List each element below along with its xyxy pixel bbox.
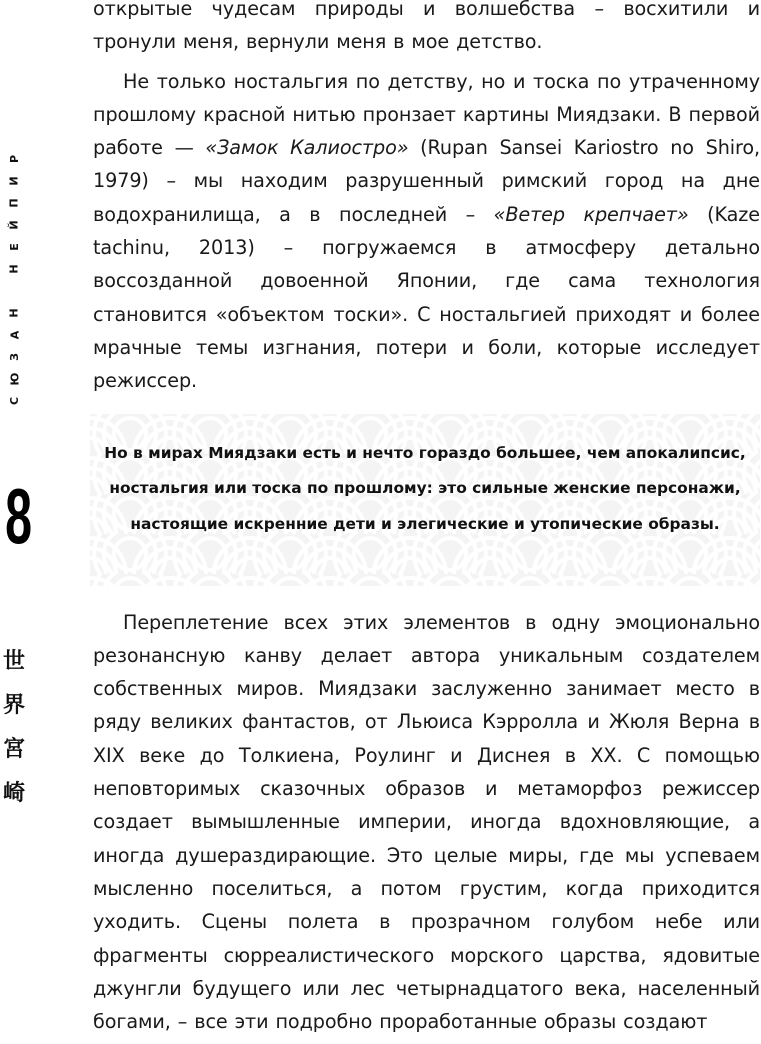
paragraph-3: Переплетение всех этих элементов в одну эмоционально резонансную канву делает автора уникальным создателем собственных миров. Миядзаки заслуженно занимает место в ряду великих фантастов, от Льюиса Кэрролла и Жюля Верна в XIX веке до Толкиена, Роулинг и Диснея в XX. С помощью неповторимых сказочных образов и метаморфоз режиссер создает вымышленные империи, иногда вдохновляющие, а иногда душераздирающие. Это целые миры, где мы успеваем мысленно поселиться, а потом грустим, когда приходится уходить. Сцены полета в прозрачном голубом небе или фрагменты сюрреалистического морского царства, ядовитые джунгли будущего или лес четырнадцатого века, населенный богами, – все эти подробно проработанные образы создают xyxy=(93,610,760,1034)
pull-quote-text: Но в мирах Миядзаки есть и нечто гораздо большее, чем апокалипсис, ностальгия или тоска по прошлому: это сильные женские персонажи, настоящие искренние дети и элегические и утопические образы. xyxy=(104,443,746,533)
sidebar xyxy=(0,0,48,1044)
page-number: 8 xyxy=(5,472,33,560)
running-head-letter: Е xyxy=(7,243,21,251)
paragraph-2-text: Не только ностальгия по детству, но и тоска по утраченному прошлому красной нитью пронзает картины Миядзаки. В первой работе — xyxy=(93,69,760,160)
film-title: «Ветер крепчает» xyxy=(493,202,689,226)
paragraph-2-text: (Kaze tachinu, 2013) – погружаемся в атмосферу детально воссозданной довоенной Японии, где сама технология становится «объектом тоски». С ностальгией приходят и более мрачные темы изгнания, потери и боли, которые исследует режиссер. xyxy=(93,202,760,393)
running-head-letter: З xyxy=(7,353,21,361)
running-head-letter: Н xyxy=(8,264,21,274)
kanji-char: 崎 xyxy=(2,781,25,806)
running-head-letter: П xyxy=(8,198,21,208)
kanji-char: 世 xyxy=(2,649,25,674)
running-head-letter: А xyxy=(7,330,21,340)
kanji-char: 界 xyxy=(2,693,25,718)
kanji-title xyxy=(0,640,28,816)
kanji-char: 宮 xyxy=(2,737,25,762)
running-head xyxy=(3,148,27,412)
running-head-letter: Н xyxy=(8,308,21,318)
paragraph-2 xyxy=(93,65,760,398)
running-head-letter: Ю xyxy=(7,372,21,386)
film-title: «Замок Калиостро» xyxy=(205,136,409,160)
running-head-letter: Й xyxy=(8,220,21,230)
paragraph-1: открытые чудесам природы и волшебства – восхитили и тронули меня, вернули меня в мое детство. xyxy=(93,0,760,54)
running-head-letter: И xyxy=(8,176,21,186)
paragraph-2-text: (Rupan Sansei Kariostro no Shiro, 1979) – мы находим разрушенный римский город на дне водохранилища, а в последней – xyxy=(93,136,760,226)
running-head-letter: Р xyxy=(8,154,21,164)
running-head-letter: С xyxy=(7,396,21,406)
page-content xyxy=(93,0,760,1038)
pull-quote-box xyxy=(90,414,760,586)
